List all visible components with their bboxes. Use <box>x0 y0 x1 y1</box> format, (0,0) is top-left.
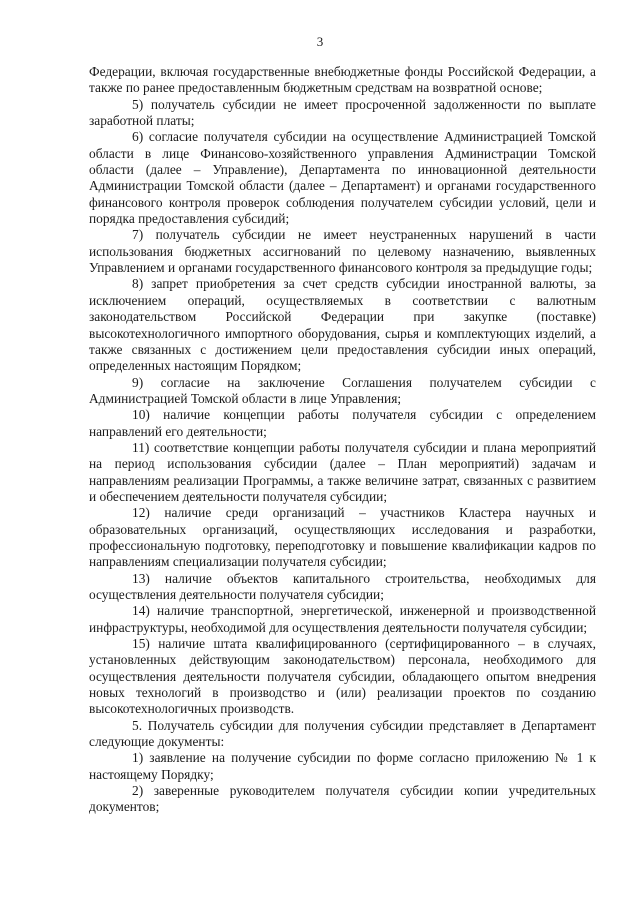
paragraph-document-1: 1) заявление на получение субсидии по форме согласно приложению № 1 к настоящему Порядку; <box>89 750 596 782</box>
page-number: 3 <box>316 34 324 49</box>
paragraph-section-5: 5. Получатель субсидии для получения субсидии представляет в Департамент следующие документы: <box>89 717 596 750</box>
paragraph-item-6: 6) согласие получателя субсидии на осуществление Администрацией Томской области в лице Финансово-хозяйственного управления Администрации Томской области (далее – Управление), Департамента по инновационной деятельности Администрации Томской области (далее – Департамент) и органами государственного финансового контроля проверок соблюдения получателем субсидии условий, цели и порядка предоставления субсидий; <box>89 129 596 227</box>
paragraph-item-11: 11) соответствие концепции работы получателя субсидии и плана мероприятий на период использования субсидии (далее – План мероприятий) задачам и направлениям реализации Программы, а также величине затрат, связанных с развитием и обеспечением деятельности получателя субсидии; <box>89 439 596 504</box>
paragraph-item-12: 12) наличие среди организаций – участников Кластера научных и образовательных организаций, осуществляющих исследования и разработки, профессиональную подготовку, переподготовку и повышение квалификации кадров по направлениям специализации получателя субсидии; <box>89 505 596 570</box>
paragraph-item-10: 10) наличие концепции работы получателя субсидии с определением направлений его деятельности; <box>89 407 596 439</box>
paragraph-continuation: Федерации, включая государственные внебюджетные фонды Российской Федерации, а также по ранее предоставленным бюджетным средствам на возвратной основе; <box>89 64 596 96</box>
paragraph-item-13: 13) наличие объектов капитального строительства, необходимых для осуществления деятельности получателя субсидии; <box>89 570 596 602</box>
paragraph-item-15: 15) наличие штата квалифицированного (сертифицированного – в случаях, установленных действующим законодательством) персонала, необходимого для осуществления деятельности получателя субсидии, обладающего опытом внедрения новых технологий в производство и (или) реализации проектов по созданию высокотехнологичных производств. <box>89 636 596 717</box>
document-body <box>89 64 596 816</box>
paragraph-item-14: 14) наличие транспортной, энергетической, инженерной и производственной инфраструктуры, необходимой для осуществления деятельности получателя субсидии; <box>89 603 596 635</box>
paragraph-item-9: 9) согласие на заключение Соглашения получателем субсидии с Администрацией Томской области в лице Управления; <box>89 374 596 406</box>
paragraph-item-7: 7) получатель субсидии не имеет неустраненных нарушений в части использования бюджетных ассигнований по целевому назначению, выявленных Управлением и органами государственного финансового контроля за предыдущие годы; <box>89 227 596 276</box>
paragraph-item-5: 5) получатель субсидии не имеет просроченной задолженности по выплате заработной платы; <box>89 96 596 129</box>
paragraph-item-8: 8) запрет приобретения за счет средств субсидии иностранной валюты, за исключением операций, осуществляемых в соответствии с валютным законодательством Российской Федерации при закупке (поставке) высокотехнологичного импортного оборудования, сырья и комплектующих изделий, а также связанных с достижением цели предоставления субсидии иных операций, определенных настоящим Порядком; <box>89 276 596 374</box>
paragraph-document-2: 2) заверенные руководителем получателя субсидии копии учредительных документов; <box>89 783 596 815</box>
